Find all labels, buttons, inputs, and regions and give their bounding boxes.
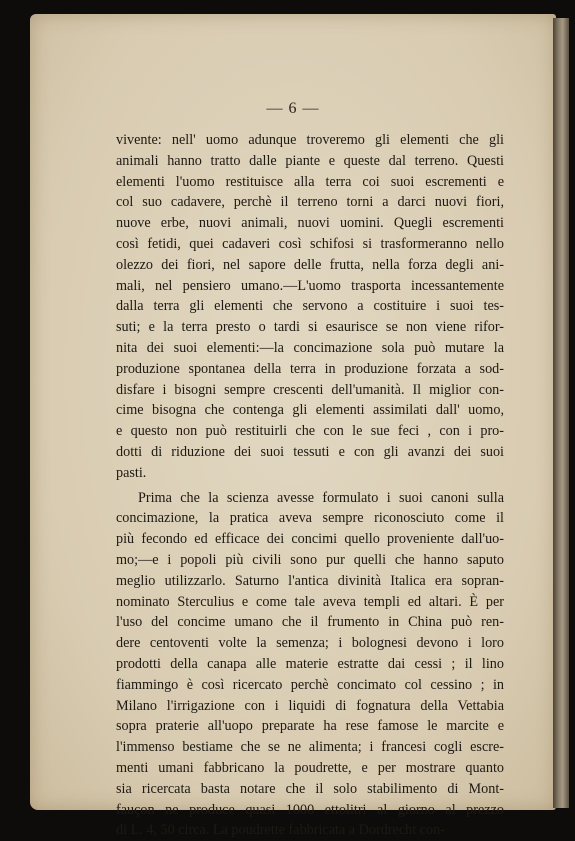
book-edge <box>553 18 569 808</box>
text-line: cime bisogna che contenga gli elementi assimilati dall' uomo, <box>116 402 504 419</box>
paragraph <box>116 488 504 841</box>
text-line: sopra praterie all'uopo preparate ha rese famose le marcite e <box>116 718 504 735</box>
text-line: più fecondo ed efficace dei concimi quello proveniente dall'uo- <box>116 531 504 548</box>
text-line: sia ricercata basta notare che il solo stabilimento di Mont- <box>116 780 504 797</box>
text-line: vivente: nell' uomo adunque troveremo gli elementi che gli <box>116 132 504 148</box>
text-line: Milano l'irrigazione con i liquidi di fognatura della Vettabia <box>116 697 504 714</box>
paragraph <box>116 130 504 484</box>
text-line: animali hanno tratto dalle piante e queste dal terreno. Questi <box>116 152 504 169</box>
text-line: mo;—e i popoli più civili sono pur quelli che hanno saputo <box>116 551 504 568</box>
text-line: dotti di riduzione dei suoi tessuti e con gli avanzi dei suoi <box>116 443 504 460</box>
text-line: dere centoventi volte la semenza; i bolognesi devono i loro <box>116 635 504 652</box>
text-line: produzione spontanea della terra in produzione forzata a sod- <box>116 360 504 377</box>
text-line: concimazione, la pratica aveva sempre riconosciuto come il <box>116 510 504 527</box>
page-number: — 6 — <box>266 100 320 117</box>
text-line: col suo cadavere, perchè il terreno torni a darci nuovi fiori, <box>116 194 504 211</box>
text-line: così fetidi, quei cadaveri così schifosi si trasformeranno nello <box>116 235 504 252</box>
text-line: nuove erbe, nuovi animali, nuovi uomini. Quegli escrementi <box>116 215 504 232</box>
text-line: fauçon ne produce quasi 1000 ettolitri al giorno al prezzo <box>116 801 504 818</box>
text-line: prodotti della canapa alle materie estratte dai cessi ; il lino <box>116 655 504 672</box>
text-line: meglio utilizzarlo. Saturno l'antica divinità Italica era sopran- <box>116 572 504 589</box>
paper-page <box>30 14 556 839</box>
text-line: elementi l'uomo restituisce alla terra coi suoi escrementi e <box>116 173 504 190</box>
text-line: l'immenso bestiame che se ne alimenta; i francesi cogli escre- <box>116 739 504 756</box>
body-text <box>116 130 504 841</box>
text-line: pasti. <box>116 464 147 481</box>
text-line: di L. 4, 50 circa. La poudrette fabbricata a Dordrecht con- <box>116 822 445 839</box>
text-line: fiammingo è così ricercato perchè concimato col cessino ; in <box>116 676 504 693</box>
text-line: nominato Sterculius e come tale aveva templi ed altari. È per <box>116 593 504 610</box>
text-line: olezzo dei fiori, nel sapore delle frutta, nella forza degli ani- <box>116 256 504 273</box>
text-line: suti; e la terra presto o tardi si esaurisce se non viene rifor- <box>116 319 504 336</box>
text-line: menti umani fabbricano la poudrette, e per mostrare quanto <box>116 759 504 776</box>
text-line: dalla terra gli elementi che servono a costituire i suoi tes- <box>116 298 504 315</box>
text-line: nita dei suoi elementi:—la concimazione sola può mutare la <box>116 339 504 356</box>
text-line: disfare i bisogni sempre crescenti dell'umanità. Il miglior con- <box>116 381 504 398</box>
text-line: mali, nel pensiero umano.—L'uomo trasporta incessantemente <box>116 277 504 294</box>
text-line: l'uso del concime umano che il frumento in China può ren- <box>116 614 504 631</box>
text-line: e questo non può restituirli che con le sue feci , con i pro- <box>116 423 504 440</box>
text-line: Prima che la scienza avesse formulato i suoi canoni sulla <box>138 489 504 506</box>
